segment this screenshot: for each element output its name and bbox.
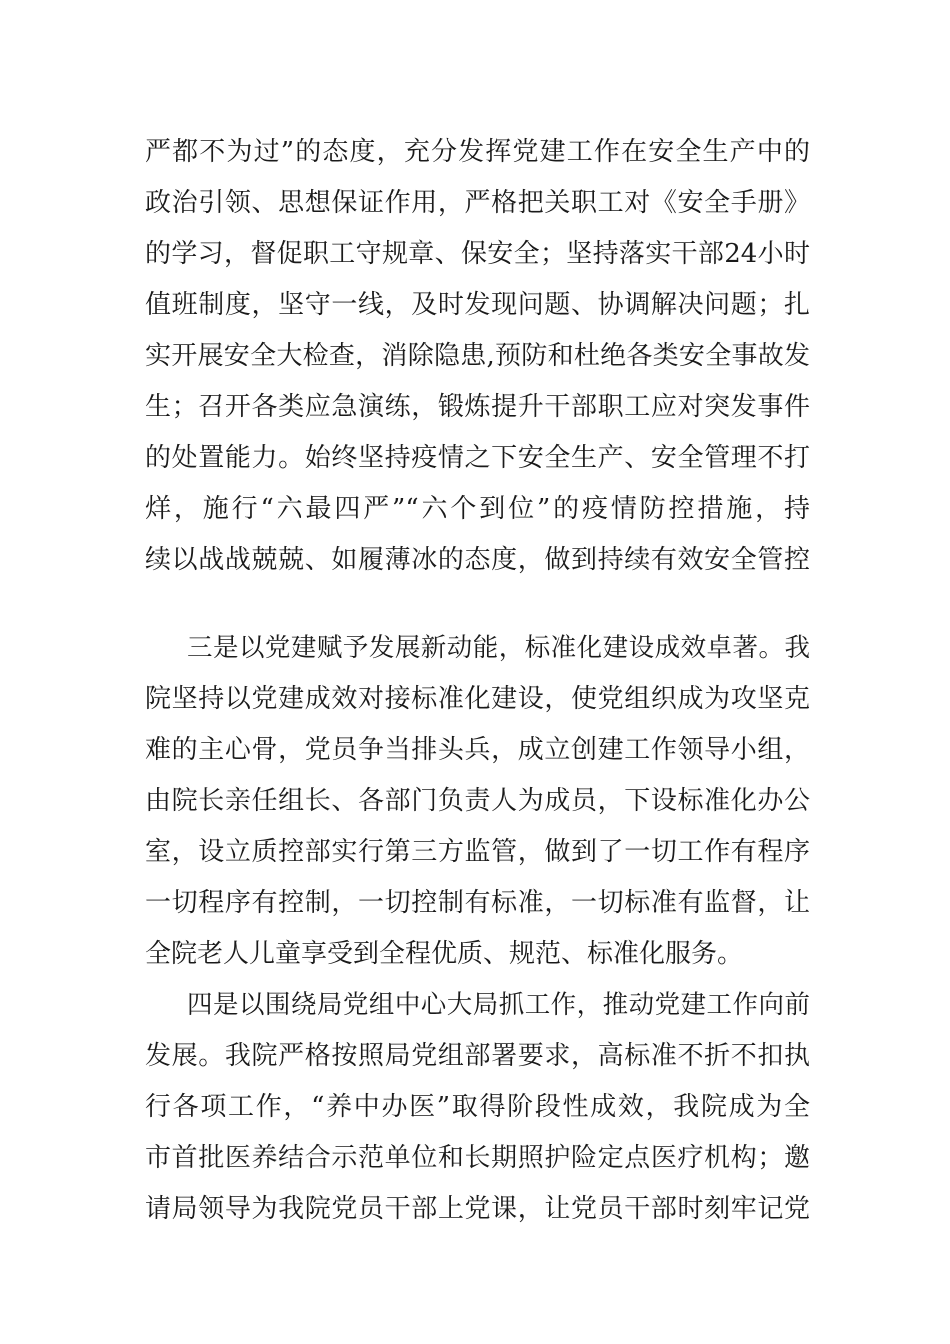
- text-line: 室，设立质控部实行第三方监管，做到了一切工作有程序: [145, 837, 810, 867]
- text-line: 实开展安全大检查，消除隐患,预防和杜绝各类安全事故发: [145, 341, 810, 371]
- text-line: 续以战战兢兢、如履薄冰的态度，做到持续有效安全管控: [145, 545, 810, 575]
- text-line: 生；召开各类应急演练，锻炼提升干部职工应对突发事件: [145, 392, 810, 422]
- text-line: 烊，施行“六最四严”“六个到位”的疫情防控措施，持: [145, 494, 810, 524]
- text-line: 院坚持以党建成效对接标准化建设，使党组织成为攻坚克: [145, 684, 810, 714]
- text-line: 严都不为过”的态度，充分发挥党建工作在安全生产中的: [145, 137, 810, 167]
- text-line: 市首批医养结合示范单位和长期照护险定点医疗机构；邀: [145, 1143, 810, 1173]
- paragraph-first-line: 四是以围绕局党组中心大局抓工作，推动党建工作向前: [187, 990, 810, 1020]
- text-line: 请局领导为我院党员干部上党课，让党员干部时刻牢记党: [145, 1194, 810, 1224]
- text-line: 一切程序有控制，一切控制有标准，一切标准有监督，让: [145, 888, 810, 918]
- text-line: 政治引领、思想保证作用，严格把关职工对《安全手册》: [145, 188, 810, 218]
- text-line: 的学习，督促职工守规章、保安全；坚持落实干部24小时: [145, 239, 810, 269]
- text-line: 由院长亲任组长、各部门负责人为成员，下设标准化办公: [145, 786, 810, 816]
- text-line: 的处置能力。始终坚持疫情之下安全生产、安全管理不打: [145, 443, 810, 473]
- paragraph-first-line: 三是以党建赋予发展新动能，标准化建设成效卓著。我: [187, 633, 810, 663]
- text-line: 难的主心骨，党员争当排头兵，成立创建工作领导小组，: [145, 735, 810, 765]
- text-line: 值班制度，坚守一线，及时发现问题、协调解决问题；扎: [145, 290, 810, 320]
- text-line: 行各项工作，“养中办医”取得阶段性成效，我院成为全: [145, 1092, 810, 1122]
- text-line: 发展。我院严格按照局党组部署要求，高标准不折不扣执: [145, 1041, 810, 1071]
- paragraph-last-line: 全院老人儿童享受到全程优质、规范、标准化服务。: [145, 939, 744, 969]
